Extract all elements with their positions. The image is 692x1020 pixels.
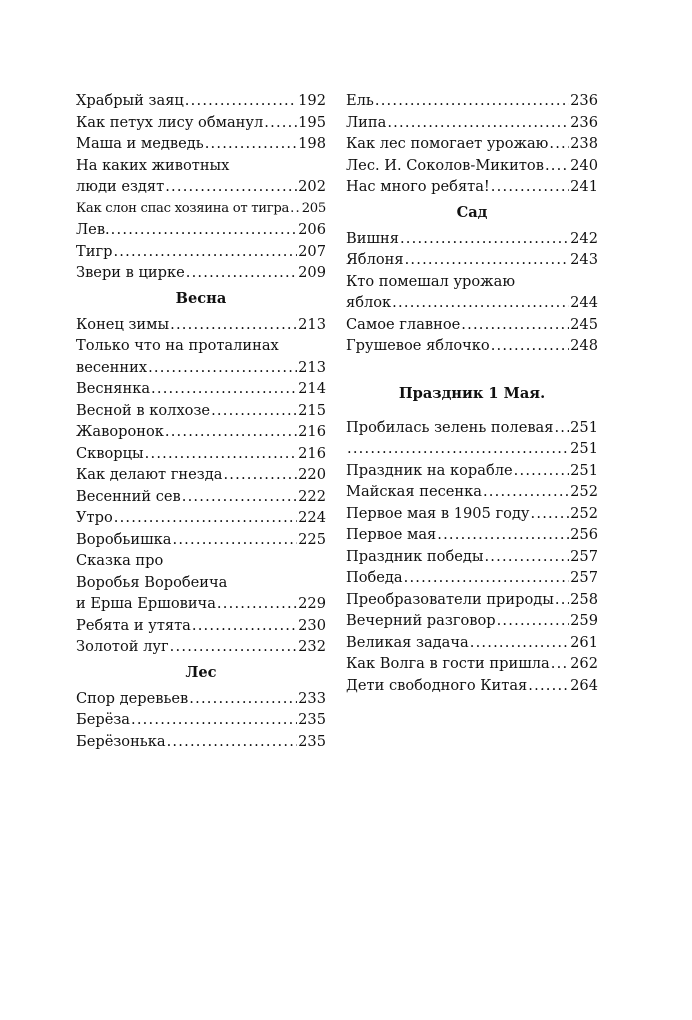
toc-entry-title: Победа (346, 569, 403, 586)
toc-group (76, 615, 326, 658)
toc-entry-page: 230 (298, 616, 326, 634)
toc-entry[interactable] (346, 90, 598, 112)
toc-entry-page: 240 (570, 156, 598, 174)
toc-entry-page: 241 (570, 178, 598, 195)
dot-leader (114, 507, 297, 529)
dot-leader (528, 675, 569, 697)
toc-entry[interactable] (346, 524, 598, 546)
toc-entry-page: 209 (298, 264, 326, 281)
toc-entry-title: Первое мая (346, 526, 437, 543)
toc-entry-page: 233 (298, 689, 326, 707)
toc-entry-page: 216 (298, 423, 326, 440)
dot-leader (545, 155, 569, 177)
toc-entry[interactable] (346, 438, 598, 460)
toc-entry[interactable] (346, 133, 598, 155)
toc-entry[interactable] (346, 460, 598, 482)
toc-entry-title: Маша и медведь (76, 135, 204, 152)
dot-leader (223, 464, 297, 486)
dot-leader (387, 112, 569, 134)
toc-entry-page: 232 (298, 638, 326, 655)
toc-entry[interactable] (346, 249, 598, 271)
toc-entry-page: 261 (570, 633, 598, 651)
dot-leader (111, 219, 297, 241)
toc-entry[interactable] (76, 443, 326, 465)
toc-entry[interactable] (76, 421, 326, 443)
toc-entry[interactable] (76, 709, 326, 731)
toc-entry-title: Самое главное (346, 315, 461, 333)
toc-entry-title: Первое мая в 1905 году (346, 504, 530, 522)
toc-entry[interactable] (76, 486, 326, 508)
toc-entry[interactable] (346, 610, 598, 632)
dot-leader (461, 314, 569, 336)
dot-leader (437, 524, 569, 546)
toc-entry-page: 224 (298, 509, 326, 526)
toc-entry-title: Воробьишка (76, 530, 172, 548)
toc-entry-page: 245 (570, 315, 598, 333)
toc-entry-title: Преобразователи природы (346, 590, 554, 608)
toc-entry-page: 256 (570, 526, 598, 543)
toc-entry-title: Берёза (76, 711, 130, 728)
toc-entry-title: Как петух лису обманул (76, 113, 264, 131)
toc-entry-page: 251 (570, 461, 598, 479)
toc-group (346, 90, 598, 198)
dot-leader (165, 176, 297, 198)
toc-entry-page: 238 (570, 135, 598, 152)
toc-entry-page: 206 (298, 221, 326, 238)
toc-entry-page: 242 (570, 229, 598, 247)
toc-entry[interactable] (76, 615, 326, 637)
dot-leader (491, 176, 569, 198)
toc-entry-page: 216 (298, 444, 326, 462)
toc-entry-title: Праздник на корабле (346, 461, 513, 479)
dot-leader (514, 460, 570, 482)
toc-entry-page: 235 (298, 711, 326, 728)
toc-entry-title: Берёзонька (76, 732, 166, 750)
toc-entry-title: Как Волга в гости пришла (346, 655, 550, 672)
toc-entry[interactable] (346, 632, 598, 654)
toc-entry[interactable] (346, 417, 598, 439)
toc-entry-title: и Ерша Ершовича (76, 595, 216, 612)
toc-group (76, 219, 326, 284)
toc-entry[interactable] (346, 155, 598, 177)
dot-leader (151, 378, 297, 400)
toc-entry[interactable] (346, 176, 598, 198)
toc-entry[interactable] (346, 335, 598, 357)
toc-entry-title: Нас много ребята! (346, 178, 490, 195)
toc-entry[interactable] (346, 546, 598, 568)
dot-leader (205, 133, 297, 155)
toc-entry-continued-text: Сказка про (76, 552, 164, 569)
toc-group (76, 688, 326, 753)
toc-entry-title: Вечерний разговор (346, 612, 496, 629)
toc-entry-title: Яблоня (346, 251, 404, 268)
dot-leader (531, 503, 570, 525)
toc-entry-title: Веснянка (76, 380, 151, 397)
toc-entry[interactable] (346, 503, 598, 525)
toc-entry[interactable] (76, 176, 326, 198)
toc-entry-continued-text: Воробья Воробеича (76, 573, 228, 591)
dot-leader (554, 417, 569, 439)
toc-entry-page: 259 (570, 612, 598, 629)
toc-entry-title: Весной в колхозе (76, 401, 211, 419)
toc-entry-title: Конец зимы (76, 315, 170, 333)
toc-entry[interactable] (76, 507, 326, 529)
toc-entry-page: 252 (570, 483, 598, 500)
dot-leader (167, 731, 298, 753)
toc-entry-title: Лев. (76, 221, 110, 238)
toc-entry-page: 192 (298, 92, 326, 109)
section-heading-may-day: Праздник 1 Мая. (398, 384, 546, 402)
toc-entry-page: 202 (298, 178, 326, 195)
toc-group (76, 378, 326, 550)
toc-entry[interactable] (346, 314, 598, 336)
toc-entry-continued-text: Кто помешал урожаю (346, 272, 516, 290)
dot-leader (165, 421, 297, 443)
toc-entry-page: 251 (570, 418, 598, 436)
dot-leader (555, 589, 569, 611)
dot-leader (217, 593, 297, 615)
toc-entry-continued-text: Только что на проталинах (76, 337, 279, 354)
toc-entry-page: 195 (298, 113, 326, 131)
toc-entry[interactable] (76, 314, 326, 336)
dot-leader (186, 262, 297, 284)
dot-leader (211, 400, 297, 422)
toc-entry-page: 257 (570, 569, 598, 586)
toc-entry-title: Жаворонок (76, 423, 164, 440)
toc-entry-title: Золотой луг (76, 638, 169, 655)
dot-leader (264, 112, 297, 134)
toc-entry-page: 213 (298, 358, 326, 376)
section-heading-forest: Лес (185, 663, 217, 681)
dot-leader (497, 610, 570, 632)
toc-entry[interactable] (76, 241, 326, 263)
toc-entry-title: Как делают гнезда (76, 466, 223, 483)
toc-entry[interactable] (76, 357, 326, 379)
toc-entry-title: Лес. И. Соколов-Микитов (346, 156, 544, 174)
dot-leader (145, 443, 298, 465)
toc-entry-page: 236 (570, 92, 598, 109)
toc-right-column (346, 90, 598, 696)
toc-entry-page: 262 (570, 655, 598, 672)
toc-entry[interactable] (346, 228, 598, 250)
dot-leader (483, 481, 569, 503)
toc-entry-title: Пробилась зелень полевая (346, 418, 554, 436)
toc-entry-continued-text: На каких животных (76, 156, 230, 174)
toc-group (346, 314, 598, 357)
toc-entry[interactable] (76, 636, 326, 658)
toc-entry-page: 222 (298, 487, 326, 505)
dot-leader (347, 438, 569, 460)
dot-leader (170, 314, 297, 336)
toc-entry-title: Ель (346, 92, 374, 109)
toc-entry[interactable] (76, 219, 326, 241)
dot-leader (375, 90, 569, 112)
dot-leader (290, 198, 301, 220)
toc-entry-title: Весенний сев (76, 487, 181, 505)
toc-entry[interactable] (76, 688, 326, 710)
dot-leader (189, 688, 297, 710)
toc-entry[interactable] (76, 464, 326, 486)
toc-entry-page: 258 (570, 590, 598, 608)
toc-entry-page: 207 (298, 242, 326, 260)
toc-entry-title: Ребята и утята (76, 616, 191, 634)
toc-entry-title: Липа (346, 113, 387, 131)
toc-left-column (76, 90, 326, 752)
section-heading-spring: Весна (175, 289, 227, 307)
toc-entry[interactable] (76, 593, 326, 615)
toc-entry-page: 257 (570, 547, 598, 565)
toc-entry[interactable] (346, 112, 598, 134)
dot-leader (484, 546, 569, 568)
toc-entry-page: 198 (298, 135, 326, 152)
toc-entry[interactable] (346, 481, 598, 503)
toc-entry-title: Великая задача (346, 633, 469, 651)
toc-entry[interactable] (346, 653, 598, 675)
toc-group (76, 314, 326, 336)
toc-entry-page: 244 (570, 294, 598, 311)
toc-entry-page: 214 (298, 380, 326, 397)
toc-entry-page: 220 (298, 466, 326, 483)
toc-entry-title: Скворцы (76, 444, 144, 462)
toc-entry[interactable] (76, 400, 326, 422)
toc-entry-page: 213 (298, 315, 326, 333)
toc-entry[interactable] (76, 198, 326, 220)
toc-entry-page: 248 (570, 337, 598, 354)
dot-leader (148, 357, 297, 379)
toc-entry-title: Вишня (346, 229, 399, 247)
toc-entry-page: 264 (570, 676, 598, 694)
toc-entry[interactable] (346, 589, 598, 611)
toc-entry[interactable] (76, 133, 326, 155)
toc-entry[interactable] (76, 731, 326, 753)
toc-entry-title: Дети свободного Китая (346, 676, 528, 694)
toc-entry-page: 205 (301, 200, 326, 216)
dot-leader (113, 241, 297, 263)
toc-entry-title: яблок (346, 294, 392, 311)
toc-entry[interactable] (346, 675, 598, 697)
toc-entry-page: 215 (298, 401, 326, 419)
toc-entry-page: 243 (570, 251, 598, 268)
toc-entry[interactable] (76, 262, 326, 284)
toc-entry-title: Майская песенка (346, 483, 482, 500)
toc-entry-page: 225 (298, 530, 326, 548)
toc-entry[interactable] (346, 292, 598, 314)
dot-leader (470, 632, 569, 654)
dot-leader (400, 228, 569, 250)
toc-entry-page: 229 (298, 595, 326, 612)
dot-leader (170, 636, 297, 658)
toc-group (346, 417, 598, 697)
toc-entry-title: Храбрый заяц (76, 92, 184, 109)
toc-entry-title: Грушевое яблочко (346, 337, 490, 354)
toc-entry-page: 236 (570, 113, 598, 131)
toc-entry-title: Как слон спас хозяина от тигра (76, 200, 290, 216)
dot-leader (551, 653, 569, 675)
toc-entry[interactable] (76, 529, 326, 551)
section-heading-garden: Сад (456, 203, 488, 221)
toc-entry[interactable] (76, 112, 326, 134)
dot-leader (173, 529, 298, 551)
toc-entry-page: 235 (298, 732, 326, 750)
toc-entry-title: Как лес помогает урожаю (346, 135, 549, 152)
dot-leader (392, 292, 569, 314)
dot-leader (404, 567, 570, 589)
toc-entry[interactable] (346, 567, 598, 589)
toc-entry[interactable] (76, 378, 326, 400)
dot-leader (405, 249, 570, 271)
toc-entry-title: Тигр (76, 242, 113, 260)
toc-group (346, 228, 598, 271)
dot-leader (185, 90, 297, 112)
toc-group (76, 90, 326, 155)
toc-entry-page: 251 (570, 440, 598, 457)
toc-entry-page: 252 (570, 504, 598, 522)
dot-leader (491, 335, 569, 357)
toc-entry[interactable] (76, 90, 326, 112)
dot-leader (182, 486, 297, 508)
dot-leader (192, 615, 297, 637)
dot-leader (131, 709, 297, 731)
toc-entry-title: весенних (76, 358, 148, 376)
toc-entry-title: Утро (76, 509, 113, 526)
toc-entry-title: Спор деревьев (76, 689, 189, 707)
toc-entry-title: люди ездят (76, 178, 165, 195)
dot-leader (549, 133, 569, 155)
toc-entry-title: Праздник победы (346, 547, 484, 565)
toc-entry-title: Звери в цирке (76, 264, 185, 281)
